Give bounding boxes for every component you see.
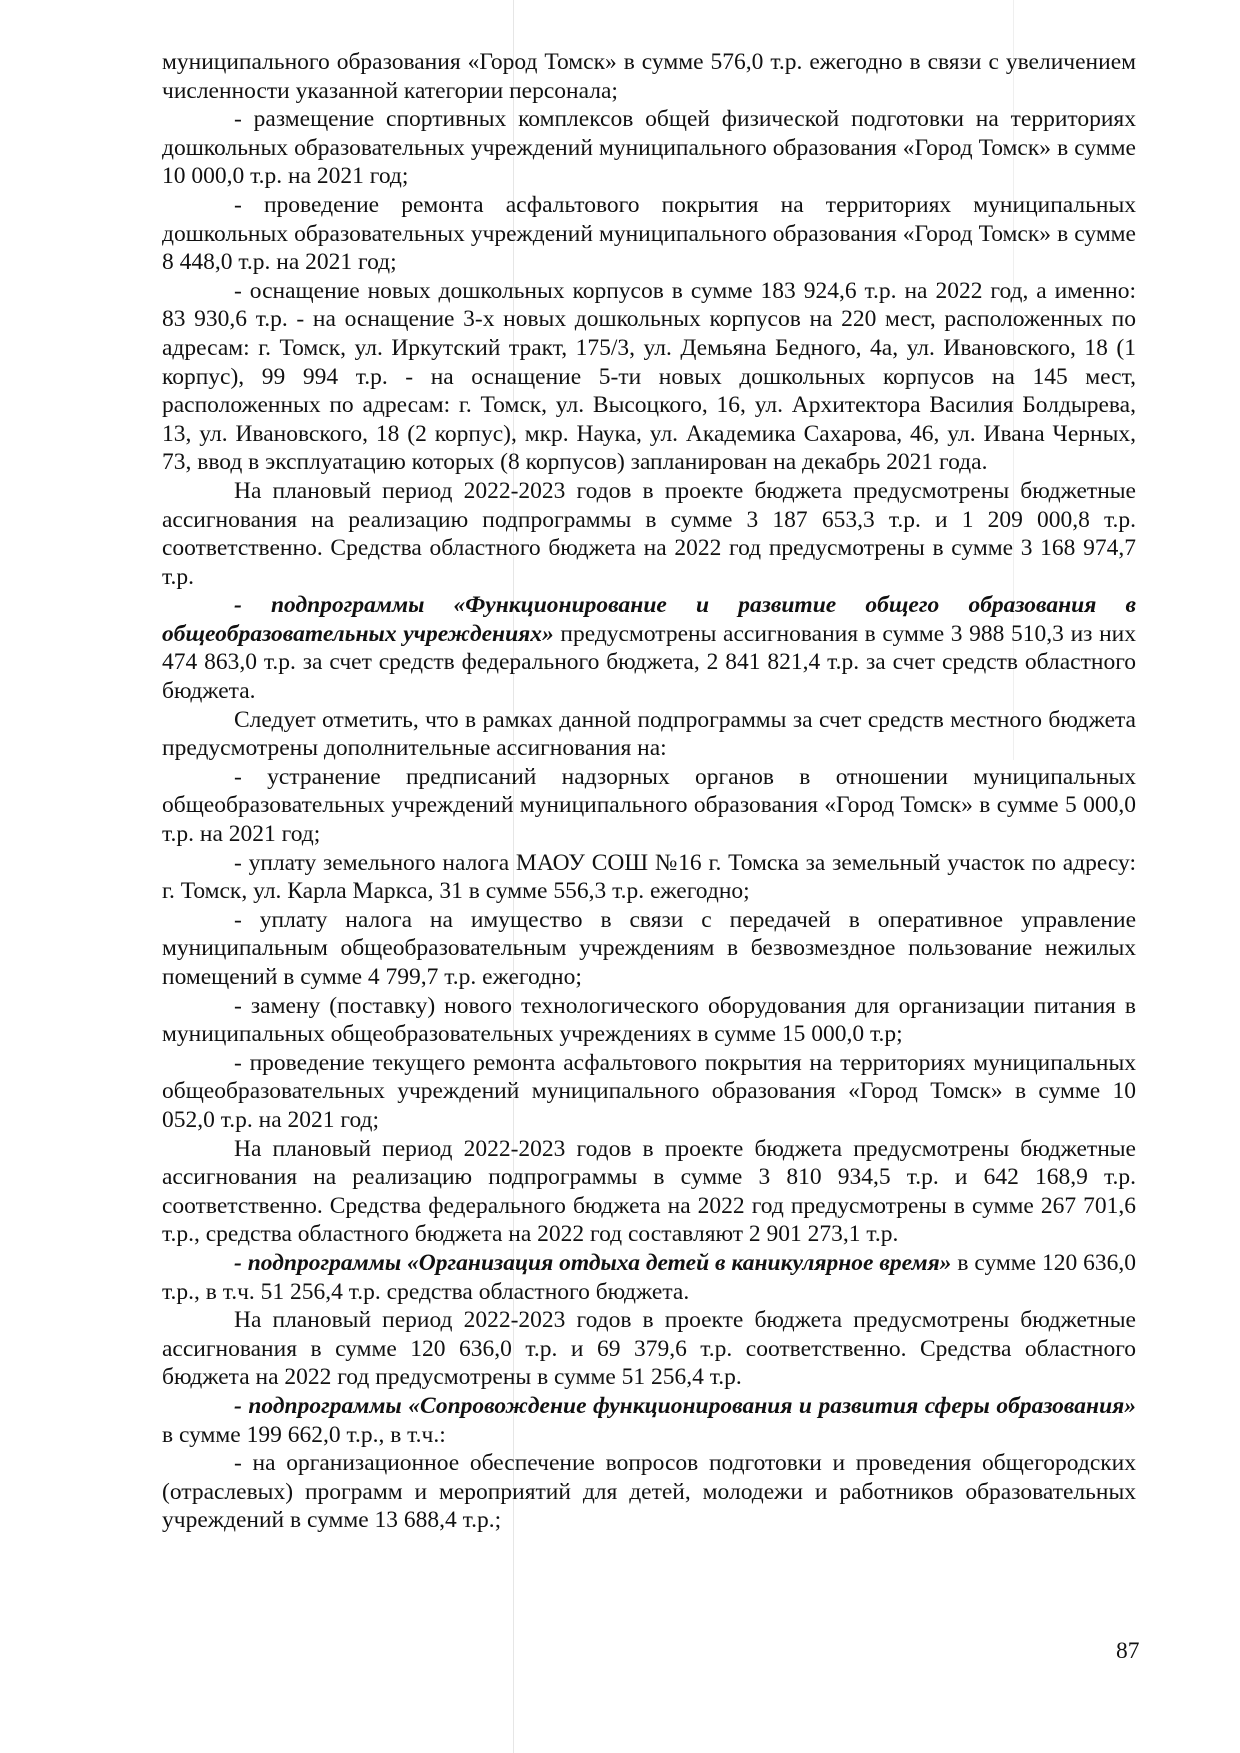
paragraph	[162, 591, 1136, 705]
paragraph	[162, 1249, 1136, 1306]
paragraph-text: - на организационное обеспечение вопросов подготовки и проведения общегородских (отраслевых) программ и мероприятий для детей, молодежи и работников образовательных учреждений в сумме 13 688,4 т.р.;	[162, 1450, 1136, 1534]
paragraph	[162, 1049, 1136, 1135]
paragraph	[162, 763, 1136, 849]
paragraph-text: в сумме 120 636,0 т.р., в т.ч. 51 256,4 т.р. средства областного бюджета.	[162, 1249, 1136, 1305]
paragraph	[162, 1449, 1136, 1535]
paragraph-text: предусмотрены ассигнования в сумме 3 988 510,3 из них 474 863,0 т.р. за счет средств федерального бюджета, 2 841 821,4 т.р. за счет средств областного бюджета.	[162, 620, 1136, 705]
paragraph-text: Следует отметить, что в рамках данной подпрограммы за счет средств местного бюджета предусмотрены дополнительные ассигнования на:	[162, 706, 1136, 762]
paragraph-text: - размещение спортивных комплексов общей физической подготовки на территориях дошкольных образовательных учреждений муниципального образования «Город Томск» в сумме 10 000,0 т.р. на 2021 год;	[162, 106, 1136, 190]
paragraph	[162, 48, 1136, 105]
paragraph-text: в сумме 199 662,0 т.р., в т.ч.:	[162, 1421, 446, 1448]
paragraph	[162, 992, 1136, 1049]
paragraph-text: - проведение ремонта асфальтового покрытия на территориях муниципальных дошкольных образовательных учреждений муниципального образования «Город Томск» в сумме 8 448,0 т.р. на 2021 год;	[162, 191, 1136, 276]
paragraph-text: - замену (поставку) нового технологического оборудования для организации питания в муниципальных общеобразовательных учреждениях в сумме 15 000,0 т.р;	[162, 992, 1136, 1048]
page-number: 87	[1116, 1638, 1140, 1664]
paragraph	[162, 477, 1136, 591]
paragraph-text: - оснащение новых дошкольных корпусов в сумме 183 924,6 т.р. на 2022 год, а именно: 83 930,6 т.р. - на оснащение 3-х новых дошкольных корпусов на 220 мест, расположенных по адресам: г. Томск, ул. Иркутский тракт, 175/3, ул. Демьяна Бедного, 4а, ул. Ивановского, 18 (1 корпус), 99 994 т.р. - на оснащение 5-ти новых дошкольных корпусов на 145 мест, расположенных по адресам: г. Томск, ул. Высоцкого, 16, ул. Архитектора Василия Болдырева, 13, ул. Ивановского, 18 (2 корпус), мкр. Наука, ул. Академика Сахарова, 46, ул. Ивана Черных, 73, ввод в эксплуатацию которых (8 корпусов) запланирован на декабрь 2021 года.	[162, 277, 1136, 476]
paragraph-text: - проведение текущего ремонта асфальтового покрытия на территориях муниципальных общеобразовательных учреждений муниципального образования «Город Томск» в сумме 10 052,0 т.р. на 2021 год;	[162, 1049, 1136, 1133]
paragraph	[162, 1392, 1136, 1449]
paragraph-text: - уплату налога на имущество в связи с передачей в оперативное управление муниципальным общеобразовательным учреждениям в безвозмездное пользование нежилых помещений в сумме 4 799,7 т.р. ежегодно;	[162, 906, 1136, 990]
paragraph-text: На плановый период 2022-2023 годов в проекте бюджета предусмотрены бюджетные ассигнования в сумме 120 636,0 т.р. и 69 379,6 т.р. соответственно. Средства областного бюджета на 2022 год предусмотрены в сумме 51 256,4 т.р.	[162, 1307, 1136, 1391]
paragraph-text: - уплату земельного налога МАОУ СОШ №16 г. Томска за земельный участок по адресу: г. Томск, ул. Карла Маркса, 31 в сумме 556,3 т.р. ежегодно;	[162, 849, 1136, 905]
paragraph	[162, 1135, 1136, 1249]
paragraph-text: муниципального образования «Город Томск» в сумме 576,0 т.р. ежегодно в связи с увеличением численности указанной категории персонала;	[162, 49, 1136, 104]
paragraph	[162, 277, 1136, 477]
subprogram-title: - подпрограммы «Функционирование и развитие общего образования в общеобразовательных учреждениях»	[162, 592, 1136, 647]
paragraph-text: - устранение предписаний надзорных органов в отношении муниципальных общеобразовательных учреждений муниципального образования «Город Томск» в сумме 5 000,0 т.р. на 2021 год;	[162, 763, 1136, 848]
paragraph	[162, 191, 1136, 277]
subprogram-title: - подпрограммы «Организация отдыха детей в каникулярное время»	[234, 1249, 952, 1276]
paragraph	[162, 105, 1136, 191]
document-body	[162, 48, 1136, 1535]
paragraph	[162, 906, 1136, 992]
subprogram-title: - подпрограммы «Сопровождение функционирования и развития сферы образования»	[234, 1392, 1136, 1419]
paragraph-text: На плановый период 2022-2023 годов в проекте бюджета предусмотрены бюджетные ассигнования на реализацию подпрограммы в сумме 3 810 934,5 т.р. и 642 168,9 т.р. соответственно. Средства федерального бюджета на 2022 год предусмотрены в сумме 267 701,6 т.р., средства областного бюджета на 2022 год составляют 2 901 273,1 т.р.	[162, 1135, 1136, 1248]
paragraph	[162, 1306, 1136, 1392]
paragraph-text: На плановый период 2022-2023 годов в проекте бюджета предусмотрены бюджетные ассигнования на реализацию подпрограммы в сумме 3 187 653,3 т.р. и 1 209 000,8 т.р. соответственно. Средства областного бюджета на 2022 год предусмотрены в сумме 3 168 974,7 т.р.	[162, 477, 1136, 590]
paragraph	[162, 706, 1136, 763]
paragraph	[162, 849, 1136, 906]
